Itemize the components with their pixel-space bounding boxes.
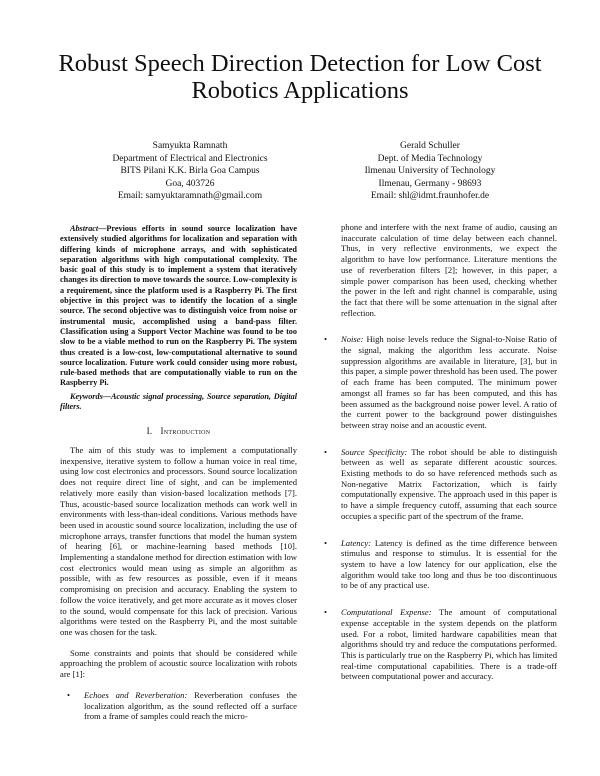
section-number: I. — [146, 426, 153, 437]
bullet-icon: • — [324, 537, 328, 548]
abstract-label: Abstract — [70, 224, 99, 233]
author-organization: BITS Pilani K.K. Birla Goa Campus — [120, 166, 260, 176]
author-name: Samyukta Ramnath — [152, 141, 228, 151]
list-item — [317, 447, 557, 522]
list-item-label: Noise: — [341, 334, 364, 345]
list-item-text: The amount of computational expense acceptable in the system depends on the platform used. For a robot, limited hardware capabilities mean that algorithms should try and reduce the computations performed. This is particularly true on the Raspberry Pi, which has limited real-time computational capabilities. There is a trade-off between computational power and accuracy. — [341, 607, 557, 682]
list-item — [60, 690, 297, 722]
list-item-text: The robot should be able to distinguish between as well as separate different acoustic sources. Existing methods to do so have referenced methods such as Non-negative Matrix Factorization, which is fairly computationally expensive. The approach used in this paper is to have a simple frequency cutoff, assuming that each source occupies a specific part of the spectrum of the frame. — [341, 446, 557, 521]
list-item — [317, 538, 557, 592]
list-item — [317, 607, 557, 682]
author-name: Gerald Schuller — [400, 141, 460, 151]
right-column — [317, 222, 557, 682]
section-heading — [60, 426, 297, 437]
author-block-1 — [80, 140, 300, 203]
constraints-list — [60, 690, 297, 722]
list-item-continued — [317, 222, 557, 318]
bullet-icon: • — [324, 607, 328, 618]
keywords-label: Keywords — [70, 391, 103, 401]
list-item-label: Latency: — [341, 537, 372, 548]
abstract-text: —Previous efforts in sound source localization have extensively studied algorithms for localization and separation with differing kinds of microphone arrays, and with sophisticated separation algorithms with high computational complexity. The basic goal of this study is to implement a system that iteratively changes its direction to move towards the source. Low-complexity is a requirement, since the platform used is a Raspberry Pi. The first objective in this project was to identify the location of a single source. The second objective was to distinguish voice from noise or instrumental music, accomplished using a band-pass filter. Classification using a Support Vector Machine was found to be too slow to be a viable method to run on the Raspberry Pi. The system thus created is a low-cost, low-computational alternative to sound source localization. Future work could consider using more robust, rule-based methods that are computationally viable to run on the Raspberry Pi. — [60, 224, 297, 388]
author-department: Dept. of Media Technology — [377, 153, 483, 164]
list-item-label: Source Specificity: — [341, 446, 408, 457]
paper-title: Robust Speech Direction Detection for Low Cost Robotics Applications — [58, 50, 542, 104]
list-item-label: Computational Expense: — [341, 607, 432, 618]
list-item — [317, 334, 557, 430]
author-location: Goa, 403726 — [165, 178, 215, 189]
bullet-icon: • — [67, 689, 71, 700]
list-item-text: Latency is defined as the time difference between stimulus and response to stimulus. It is essential for the system to have a low latency for our application, else the algorithm would take too long and thus be too discontinuous to be of any practical use. — [341, 537, 557, 591]
author-email: Email: samyuktaramnath@gmail.com — [117, 191, 263, 201]
list-item-label: Echoes and Reverberation: — [84, 689, 188, 700]
section-title: Introduction — [160, 426, 211, 437]
abstract — [60, 224, 297, 389]
intro-paragraph-1: The aim of this study was to implement a computationally inexpensive, iterative system to follow a human voice in real time, using low cost electronics and processors. Sound source localization does not require direct line of sight, and can be implemented relatively more easily than vision-based localization methods [7]. Thus, acoustic-based source localization methods can work well in environments with less-than-ideal conditions. Various methods have been used in acoustic sound source localization, including the use of microphone arrays, transfer functions that model the human system of hearing [6], or machine-learning based methods [10]. Implementing a standalone method for direction estimation with low cost electronics would mean using as simple an algorithm as possible, with as few resources as possible, even if it means compromising on precision and accuracy. Enabling the system to follow the voice iteratively, and get more accurate as it moves closer to the sound, would compensate for this lack of precision. Various algorithms were tested on the Raspberry Pi, and the most suitable one was chosen for the task. — [60, 445, 297, 637]
intro-paragraph-2: Some constraints and points that should be considered while approaching the problem of acoustic source localization with robots are [1]: — [60, 647, 297, 680]
list-item-text: High noise levels reduce the Signal-to-Noise Ratio of the signal, making the algorithm less accurate. Noise suppression algorithms are available in literature, [3], but in this paper, a simple power threshold has been used. The power of each frame has been computed. The minimum power amongst all frames so far has been computed, and this has been assumed as the background noise power level. A ratio of the current power to the background power distinguishes between stray noise and an acoustic event. — [341, 334, 557, 430]
author-block-2 — [320, 140, 540, 203]
left-column — [60, 224, 297, 722]
author-location: Ilmenau, Germany - 98693 — [378, 178, 482, 189]
list-item-text: Reverberation confuses the localization algorithm, as the sound reflected off a surface from a frame of samples could reach the micro- — [84, 689, 297, 722]
constraints-list-continued — [317, 222, 557, 682]
author-organization: Ilmenau University of Technology — [364, 166, 496, 176]
author-email: Email: shl@idmt.fraunhofer.de — [370, 191, 490, 201]
list-item-text: phone and interfere with the next frame of audio, causing an inaccurate calculation of time delay between each channel. Thus, in very reflective environments, we expect the algorithm to have low performance. Literature mentions the use of reverberation filters [2]; however, in this paper, a simple power comparison has been used, checking whether the power in the left and right channel is comparable, using the fact that there will be some attenuation in the signal after reflection. — [341, 222, 557, 318]
keywords-text: —Acoustic signal processing, Source separation, Digital filters. — [60, 391, 297, 412]
bullet-icon: • — [324, 446, 328, 457]
keywords — [60, 392, 297, 413]
bullet-icon: • — [324, 334, 328, 345]
author-department: Department of Electrical and Electronics — [112, 153, 268, 164]
